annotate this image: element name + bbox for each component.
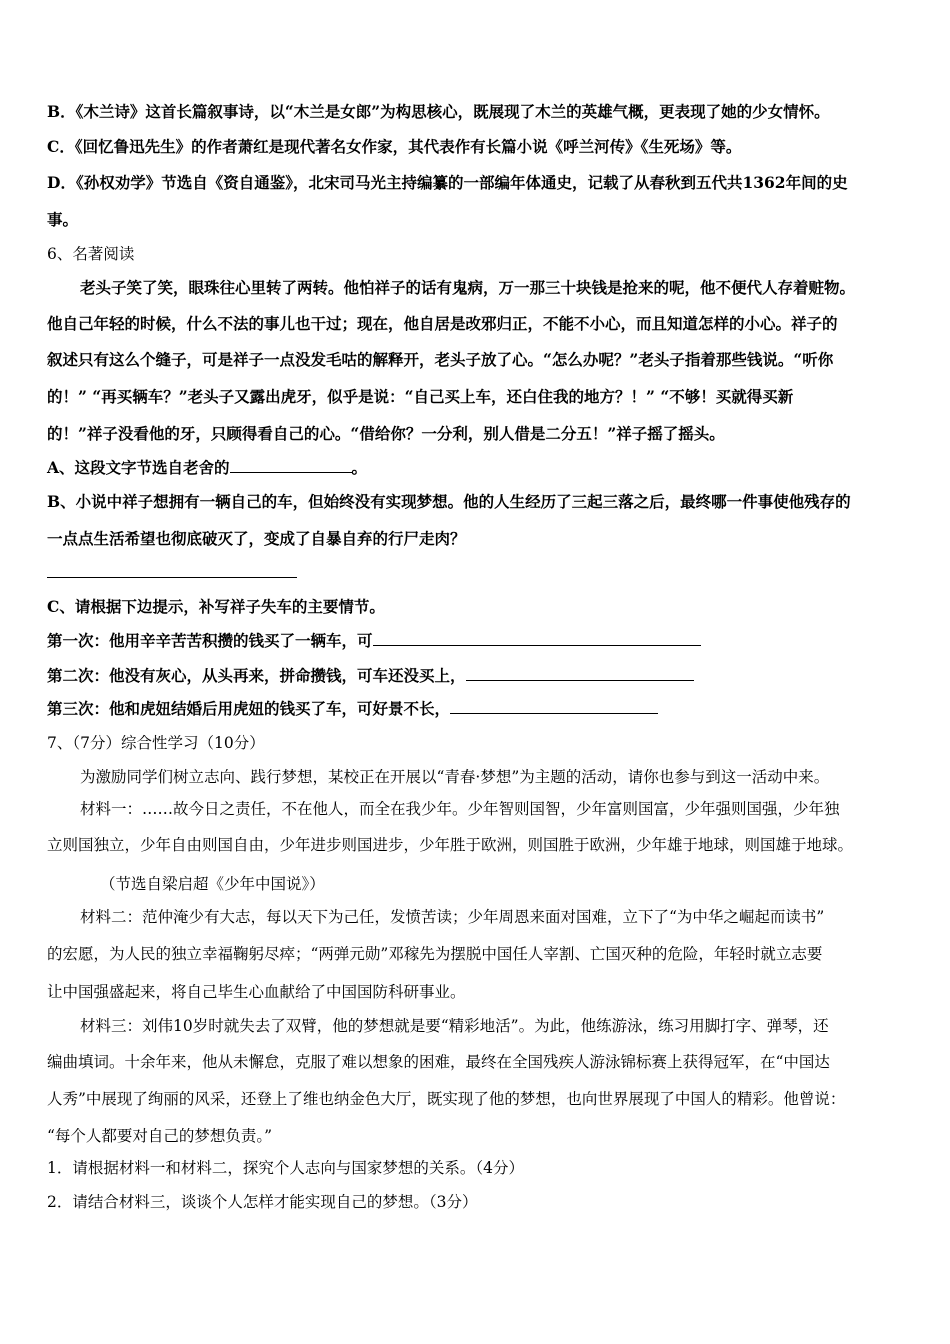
q6-part-a [47, 458, 367, 478]
loss-second-text: 第二次：他没有灰心，从头再来，拼命攒钱，可车还没买上， [47, 666, 466, 685]
loss-second [47, 666, 694, 686]
passage-line-4: 的！” “再买辆车？”老头子又露出虎牙，似乎是说：“自己买上车，还白住我的地方？！” “不够！买就得买新 [47, 387, 794, 406]
answer-blank-third[interactable] [450, 699, 658, 714]
option-c: C．《回忆鲁迅先生》的作者萧红是现代著名女作家，其代表作有长篇小说《呼兰河传》《生死场》等。 [47, 137, 742, 156]
option-d-line1: D．《孙权劝学》节选自《资自通鉴》，北宋司马光主持编纂的一部编年体通史，记载了从春秋到五代共1362年间的史 [47, 173, 848, 192]
option-d-line2: 事。 [47, 210, 79, 229]
passage-line-1: 老头子笑了笑，眼珠往心里转了两转。他怕祥子的话有鬼病，万一那三十块钱是抢来的呢，他不便代人存着赃物。 [80, 278, 856, 297]
q6-part-a-text: A、这段文字节选自老舍的 [47, 458, 230, 477]
material-3-line4: “每个人都要对自己的梦想负责。” [47, 1127, 273, 1145]
q7-question-2: 2．请结合材料三，谈谈个人怎样才能实现自己的梦想。（3分） [47, 1193, 478, 1211]
q6-part-c: C、请根据下边提示，补写祥子失车的主要情节。 [47, 597, 385, 616]
answer-line-b[interactable] [47, 577, 297, 578]
q7-question-1: 1．请根据材料一和材料二，探究个人志向与国家梦想的关系。（4分） [47, 1159, 524, 1177]
loss-first-text: 第一次：他用辛辛苦苦积攒的钱买了一辆车，可 [47, 631, 373, 650]
material-1-line2: 立则国独立，少年自由则国自由，少年进步则国进步，少年胜于欧洲，则国胜于欧洲，少年雄于地球，则国雄于地球。 [47, 836, 854, 854]
q6-part-b-line1: B、小说中祥子想拥有一辆自己的车，但始终没有实现梦想。他的人生经历了三起三落之后，最终哪一件事使他残存的 [47, 492, 851, 511]
material-2-line2: 的宏愿，为人民的独立幸福鞠躬尽瘁；“两弹元勋”邓稼先为摆脱中国任人宰割、亡国灭种的危险，年轻时就立志要 [47, 945, 823, 963]
material-2-line3: 让中国强盛起来，将自己毕生心血献给了中国国防科研事业。 [47, 983, 466, 1001]
material-1-source: （节选自梁启超《少年中国说》） [100, 875, 325, 893]
passage-line-3: 叙述只有这么个缝子，可是祥子一点没发毛咕的解释开，老头子放了心。“怎么办呢？”老头子指着那些钱说。“听你 [47, 350, 834, 369]
option-b: B．《木兰诗》这首长篇叙事诗，以“木兰是女郎”为构思核心，既展现了木兰的英雄气概，更表现了她的少女情怀。 [47, 102, 830, 121]
passage-line-5: 的！”祥子没看他的牙，只顾得看自己的心。“借给你？一分利，别人借是二分五！”祥子摇了摇头。 [47, 424, 725, 443]
answer-blank-a[interactable] [230, 458, 352, 473]
passage-line-2: 他自己年轻的时候，什么不法的事儿也干过；现在，他自居是改邪归正，不能不小心，而且知道怎样的小心。祥子的 [47, 314, 838, 333]
material-2-line1: 材料二：范仲淹少有大志，每以天下为己任，发愤苦读；少年周恩来面对国难，立下了“为中华之崛起而读书” [80, 908, 825, 926]
material-1-line1: 材料一：……故今日之责任，不在他人，而全在我少年。少年智则国智，少年富则国富，少年强则国强，少年独 [80, 800, 840, 818]
q6-title: 6、名著阅读 [47, 245, 135, 263]
q7-title: 7、（7分）综合性学习（10分） [47, 734, 265, 752]
material-3-line3: 人秀”中展现了绚丽的风采，还登上了维也纳金色大厅，既实现了他的梦想，也向世界展现了中国人的精彩。他曾说： [47, 1090, 846, 1108]
material-3-line2: 编曲填词。十余年来，他从未懈怠，克服了难以想象的困难，最终在全国残疾人游泳锦标赛上获得冠军，在“中国达 [47, 1053, 830, 1071]
loss-first [47, 631, 701, 651]
q6-part-b-line2: 一点点生活希望也彻底破灭了，变成了自暴自弃的行尸走肉？ [47, 529, 466, 548]
answer-blank-first[interactable] [373, 631, 701, 646]
loss-third [47, 699, 658, 719]
q6-part-a-end: 。 [351, 458, 368, 477]
material-3-line1: 材料三：刘伟10岁时就失去了双臂，他的梦想就是要“精彩地活”。为此，他练游泳，练习用脚打字、弹琴，还 [80, 1017, 829, 1035]
answer-blank-second[interactable] [466, 666, 694, 681]
loss-third-text: 第三次：他和虎妞结婚后用虎妞的钱买了车，可好景不长， [47, 699, 451, 718]
q7-intro: 为激励同学们树立志向、践行梦想，某校正在开展以“青春·梦想”为主题的活动，请你也参与到这一活动中来。 [80, 768, 830, 786]
